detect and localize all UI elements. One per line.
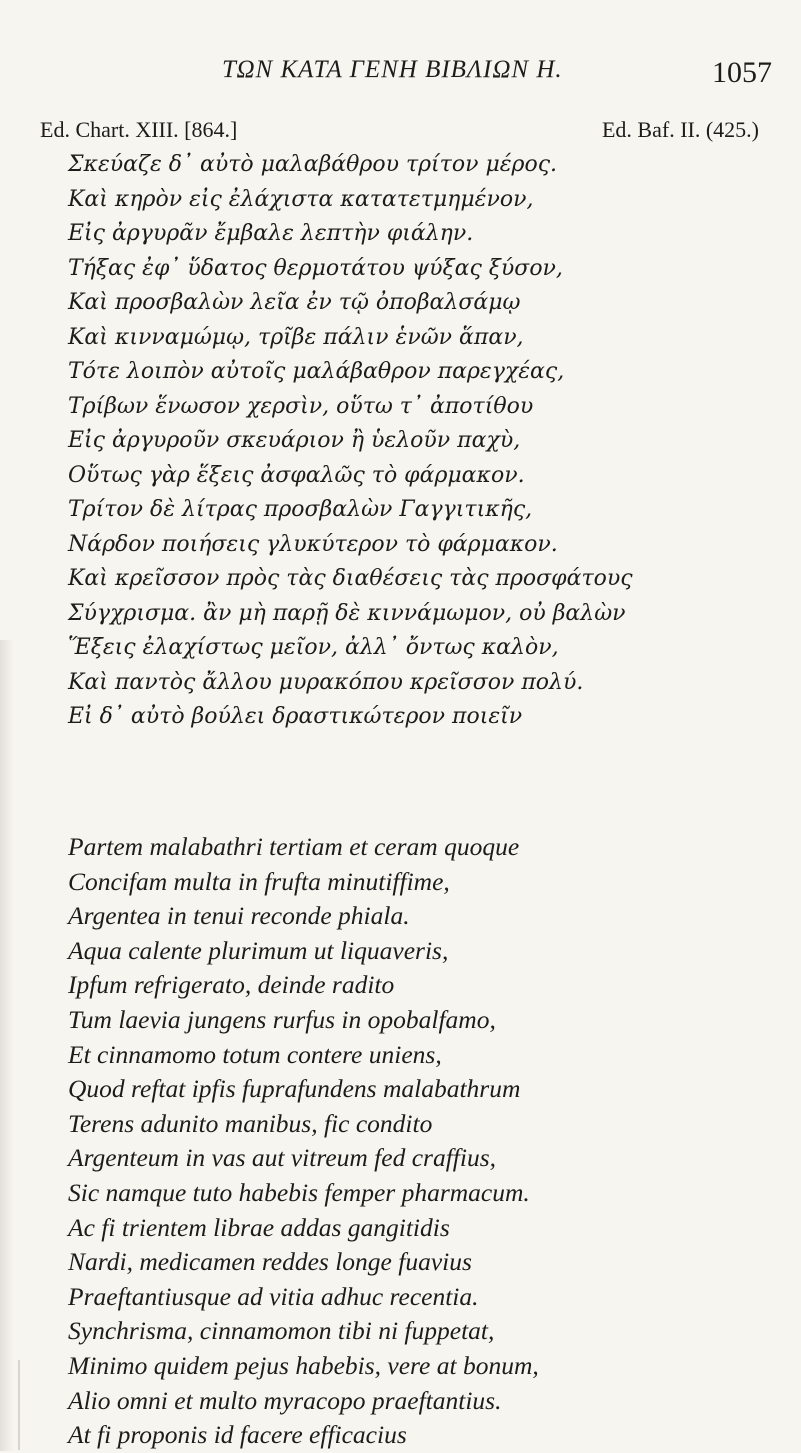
- greek-verse-line: Σύγχρισμα. ἂν μὴ παρῇ δὲ κιννάμωμον, οὐ βαλὼν: [68, 600, 626, 626]
- greek-verse-line: Τότε λοιπὸν αὐτοῖς μαλάβαθρον παρεγχέας,: [68, 359, 565, 384]
- latin-verse-line: Praeftantiusque ad vitia adhuc recentia.: [68, 1281, 479, 1311]
- page-number: 1057: [712, 56, 772, 89]
- greek-verse-line: Σκεύαζε δ᾽ αὐτὸ μαλαβάθρου τρίτον μέρος.: [68, 152, 558, 177]
- binding-mark: [18, 1360, 20, 1450]
- latin-verse-line: Nardi, medicamen reddes longe fuavius: [68, 1247, 472, 1277]
- greek-verse-line: Καὶ κρεῖσσον πρὸς τὰς διαθέσεις τὰς προσφάτους: [68, 566, 633, 591]
- latin-verse-line: Argentea in tenui reconde phiala.: [68, 901, 410, 931]
- greek-verse-line: Νάρδον ποιήσεις γλυκύτερον τὸ φάρμακον.: [68, 531, 558, 557]
- greek-verse-line: Ἕξεις ἐλαχίστως μεῖον, ἀλλ᾽ ὄντως καλὸν,: [68, 635, 559, 660]
- latin-verse-line: At fi proponis id facere efficacius: [68, 1420, 407, 1450]
- latin-verse-line: Tum laevia jungens rurfus in opobalfamo,: [68, 1004, 496, 1034]
- greek-verse-line: Εἰς ἀργυρᾶν ἔμβαλε λεπτὴν φιάλην.: [68, 221, 474, 246]
- running-head-title: ΤΩΝ ΚΑΤΑ ΓΕΝΗ ΒΙΒΛΙΩΝ Η.: [222, 56, 563, 83]
- latin-verse-line: Argenteum in vas aut vitreum fed craffius,: [68, 1143, 496, 1173]
- greek-verse-line: Καὶ κινναμώμῳ, τρῖβε πάλιν ἑνῶν ἅπαν,: [68, 324, 524, 350]
- latin-verse-line: Concifam multa in frufta minutiffime,: [68, 866, 450, 896]
- edition-reference-chartier: Ed. Chart. XIII. [864.]: [40, 117, 238, 142]
- greek-verse-line: Καὶ κηρὸν εἰς ἐλάχιστα κατατετμημένον,: [68, 186, 534, 212]
- latin-verse-line: Et cinnamomo totum contere uniens,: [68, 1039, 442, 1069]
- greek-verse-block: [68, 148, 768, 735]
- latin-verse-block: [68, 830, 768, 1453]
- greek-verse-line: Εἰς ἀργυροῦν σκευάριον ἢ ὑελοῦν παχὺ,: [68, 428, 521, 453]
- latin-verse-line: Quod reftat ipfis fuprafundens malabathrum: [68, 1074, 521, 1104]
- latin-verse-line: Ac fi trientem librae addas gangitidis: [68, 1212, 450, 1242]
- latin-verse-line: Partem malabathri tertiam et ceram quoque: [68, 832, 520, 861]
- latin-verse-line: Sic namque tuto habebis femper pharmacum.: [68, 1177, 530, 1207]
- latin-verse-line: Minimo quidem pejus habebis, vere at bonum,: [68, 1350, 539, 1380]
- latin-verse-line: Terens adunito manibus, fic condito: [68, 1108, 433, 1138]
- greek-verse-line: Εἰ δ᾽ αὐτὸ βούλει δραστικώτερον ποιεῖν: [68, 704, 523, 729]
- page-gutter-shadow: [0, 640, 14, 1451]
- latin-verse-line: Synchrisma, cinnamomon tibi ni fuppetat,: [68, 1316, 495, 1346]
- greek-verse-line: Τρίβων ἕνωσον χερσὶν, οὕτω τ᾽ ἀποτίθου: [68, 393, 534, 419]
- greek-verse-line: Καὶ παντὸς ἄλλου μυρακόπου κρεῖσσον πολύ.: [68, 669, 584, 695]
- edition-reference-basel: Ed. Baf. II. (425.): [601, 117, 759, 142]
- greek-verse-line: Καὶ προσβαλὼν λεῖα ἐν τῷ ὀποβαλσάμῳ: [68, 290, 521, 315]
- greek-verse-line: Τρίτον δὲ λίτρας προσβαλὼν Γαγγιτικῆς,: [68, 497, 533, 522]
- latin-verse-line: Aqua calente plurimum ut liquaveris,: [68, 935, 449, 965]
- latin-verse-line: Ipfum refrigerato, deinde radito: [68, 970, 395, 1000]
- latin-verse-line: Alio omni et multo myracopo praeftantius.: [68, 1385, 502, 1415]
- greek-verse-line: Τήξας ἐφ᾽ ὕδατος θερμοτάτου ψύξας ξύσον,: [68, 255, 563, 281]
- greek-verse-line: Οὕτως γὰρ ἕξεις ἀσφαλῶς τὸ φάρμακον.: [68, 462, 525, 488]
